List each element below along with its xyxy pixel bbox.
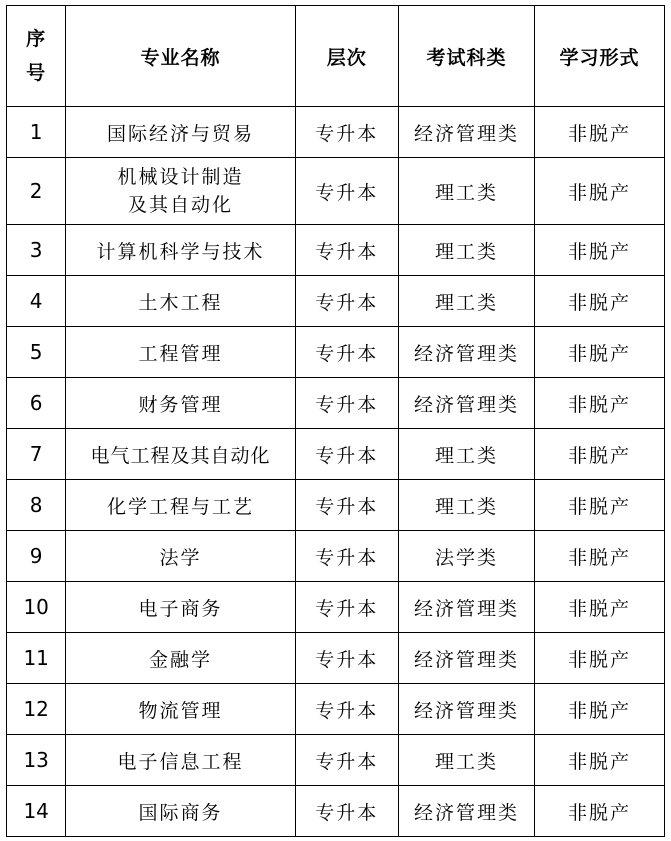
row-category: 经济管理类 [398,378,534,429]
row-category: 理工类 [398,735,534,786]
row-num: 11 [7,633,66,684]
row-major-name: 法学 [66,531,295,582]
row-category: 经济管理类 [398,684,534,735]
header-mode: 学习形式 [535,6,665,107]
row-mode: 非脱产 [535,735,665,786]
row-level: 专升本 [295,327,398,378]
row-mode: 非脱产 [535,684,665,735]
table-row [7,327,665,378]
table-row [7,582,665,633]
row-category: 经济管理类 [398,107,534,158]
row-category: 理工类 [398,158,534,225]
row-num: 12 [7,684,66,735]
table-row [7,684,665,735]
row-mode: 非脱产 [535,480,665,531]
row-mode: 非脱产 [535,276,665,327]
row-mode: 非脱产 [535,582,665,633]
header-category: 考试科类 [398,6,534,107]
table-row [7,480,665,531]
table-row [7,786,665,837]
row-num: 3 [7,225,66,276]
row-major-name: 化学工程与工艺 [66,480,295,531]
row-level: 专升本 [295,786,398,837]
row-num: 14 [7,786,66,837]
row-major-name: 电子信息工程 [66,735,295,786]
row-mode: 非脱产 [535,378,665,429]
table-row [7,633,665,684]
row-major-name: 电气工程及其自动化 [66,429,295,480]
row-num: 8 [7,480,66,531]
row-num: 4 [7,276,66,327]
table-body [7,107,665,837]
row-level: 专升本 [295,158,398,225]
row-major-name: 计算机科学与技术 [66,225,295,276]
row-major-name: 金融学 [66,633,295,684]
row-category: 经济管理类 [398,327,534,378]
row-level: 专升本 [295,633,398,684]
header-level: 层次 [295,6,398,107]
row-major-name: 国际经济与贸易 [66,107,295,158]
row-num: 2 [7,158,66,225]
row-major-name-line1: 机械设计制造 [117,166,244,188]
table-row [7,735,665,786]
row-category: 法学类 [398,531,534,582]
row-level: 专升本 [295,531,398,582]
table-row [7,276,665,327]
header-name: 专业名称 [66,6,295,107]
row-major-name: 物流管理 [66,684,295,735]
row-level: 专升本 [295,225,398,276]
row-level: 专升本 [295,480,398,531]
row-category: 经济管理类 [398,633,534,684]
table-header [7,6,665,107]
row-level: 专升本 [295,378,398,429]
table-row [7,378,665,429]
row-major-name: 财务管理 [66,378,295,429]
row-mode: 非脱产 [535,531,665,582]
row-mode: 非脱产 [535,786,665,837]
row-level: 专升本 [295,276,398,327]
row-level: 专升本 [295,582,398,633]
row-num: 9 [7,531,66,582]
row-mode: 非脱产 [535,633,665,684]
row-category: 经济管理类 [398,786,534,837]
row-category: 理工类 [398,429,534,480]
row-num: 5 [7,327,66,378]
row-num: 7 [7,429,66,480]
row-mode: 非脱产 [535,429,665,480]
row-level: 专升本 [295,684,398,735]
row-major-name: 电子商务 [66,582,295,633]
row-num: 1 [7,107,66,158]
row-mode: 非脱产 [535,107,665,158]
row-num: 6 [7,378,66,429]
row-num: 10 [7,582,66,633]
row-mode: 非脱产 [535,327,665,378]
table-row [7,107,665,158]
header-num-line2: 号 [26,62,47,84]
header-num [7,6,66,107]
row-mode: 非脱产 [535,158,665,225]
row-major-name: 国际商务 [66,786,295,837]
row-mode: 非脱产 [535,225,665,276]
table-row [7,531,665,582]
row-level: 专升本 [295,429,398,480]
row-major-name [66,158,295,225]
table-row [7,429,665,480]
row-category: 理工类 [398,225,534,276]
table-row [7,158,665,225]
row-major-name: 土木工程 [66,276,295,327]
row-level: 专升本 [295,735,398,786]
row-num: 13 [7,735,66,786]
row-level: 专升本 [295,107,398,158]
row-major-name-line2: 及其自动化 [127,194,233,216]
row-category: 理工类 [398,480,534,531]
majors-table [6,5,665,837]
row-major-name: 工程管理 [66,327,295,378]
row-category: 理工类 [398,276,534,327]
row-category: 经济管理类 [398,582,534,633]
header-num-line1: 序 [26,28,47,50]
header-row [7,6,665,107]
table-row [7,225,665,276]
